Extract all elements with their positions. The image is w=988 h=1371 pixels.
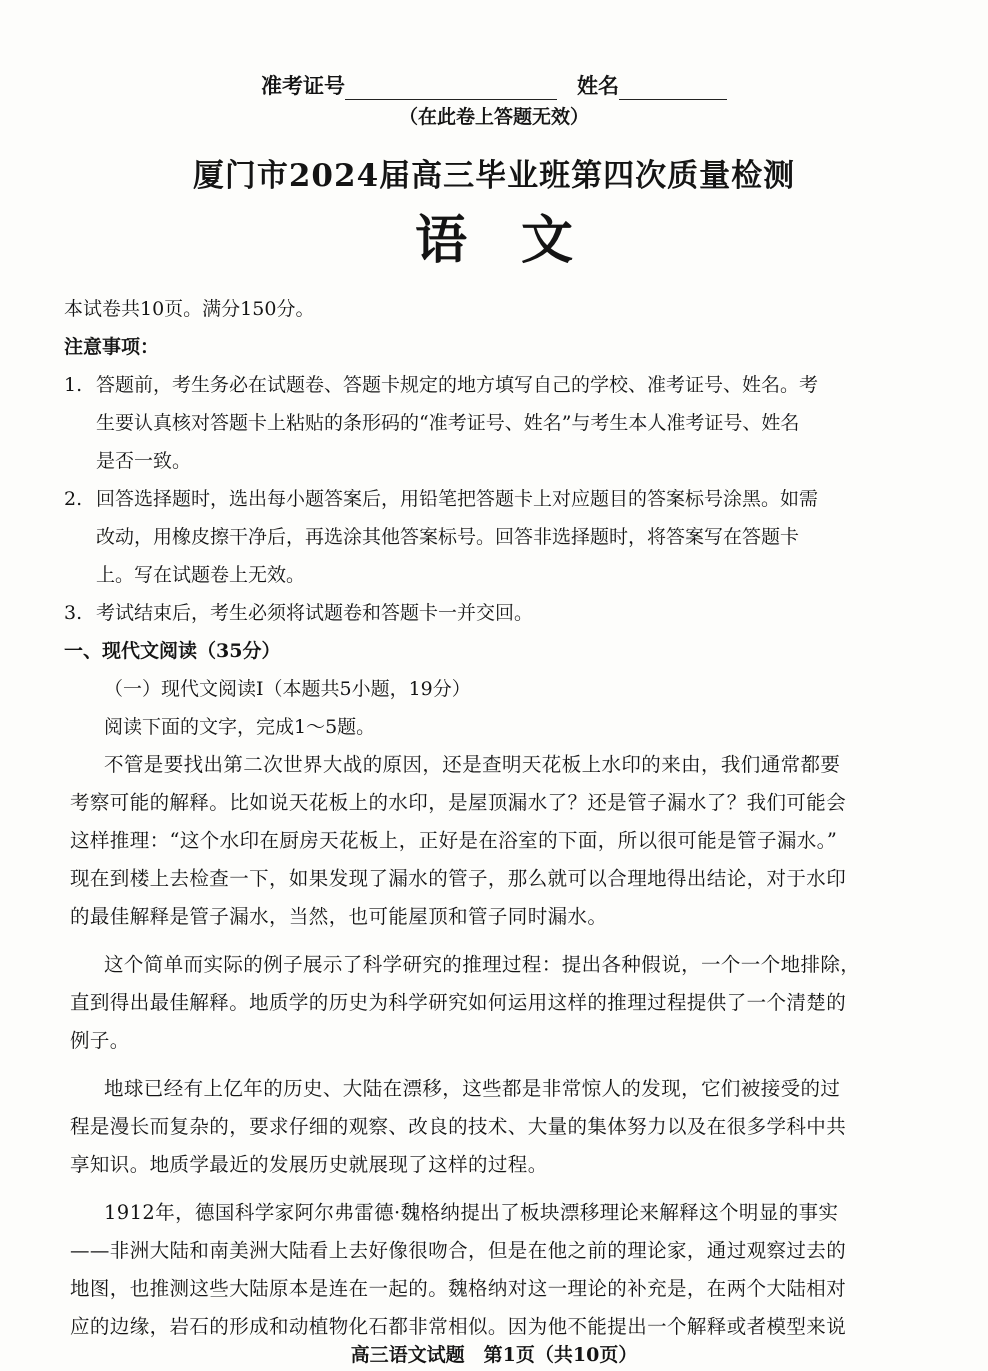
notice-line: 上。写在试题卷上无效。 xyxy=(96,564,306,586)
passage-paragraph xyxy=(64,746,920,936)
exam-id-label: 准考证号 xyxy=(261,73,345,98)
passage-line: ——非洲大陆和南美洲大陆看上去好像很吻合，但是在他之前的理论家，通过观察过去的 xyxy=(70,1239,847,1262)
passage-line: 地球已经有上亿年的历史、大陆在漂移，这些都是非常惊人的发现，它们被接受的过 xyxy=(104,1077,841,1100)
notice-number: 1. xyxy=(64,374,83,396)
notice-line: 答题前，考生务必在试题卷、答题卡规定的地方填写自己的学校、准考证号、姓名。考 xyxy=(96,374,819,396)
passage-paragraph xyxy=(64,946,920,1060)
reading-passage xyxy=(64,746,920,1346)
notice-line: 改动，用橡皮擦干净后，再选涂其他答案标号。回答非选择题时，将答案写在答题卡 xyxy=(96,526,800,548)
section-heading: 一、现代文阅读（35分） xyxy=(64,640,281,662)
passage-line: 享知识。地质学最近的发展历史就展现了这样的过程。 xyxy=(70,1153,548,1176)
notice-item xyxy=(64,480,920,518)
passage-line: 应的边缘，岩石的形成和动植物化石都非常相似。因为他不能提出一个解释或者模型来说 xyxy=(70,1315,847,1338)
passage-line: 1912年，德国科学家阿尔弗雷德·魏格纳提出了板块漂移理论来解释这个明显的事实 xyxy=(104,1201,839,1224)
passage-line: 这个简单而实际的例子展示了科学研究的推理过程：提出各种假说，一个一个地排除， xyxy=(104,953,861,976)
exam-body xyxy=(64,290,920,1346)
notice-number: 2. xyxy=(64,488,83,510)
name-blank xyxy=(619,79,727,100)
passage-line: 这样推理：“这个水印在厨房天花板上，正好是在浴室的下面，所以很可能是管子漏水。” xyxy=(70,829,838,852)
notice-line: 考试结束后，考生必须将试题卷和答题卡一并交回。 xyxy=(96,602,534,624)
invalid-answer-note: （在此卷上答题无效） xyxy=(398,106,589,128)
subject-title: 语文 xyxy=(414,210,627,271)
exam-id-blank xyxy=(345,79,557,100)
notice-number: 3. xyxy=(64,602,83,624)
passage-paragraph xyxy=(64,1194,920,1346)
candidate-info-line xyxy=(0,70,988,100)
notice-line: 回答选择题时，选出每小题答案后，用铅笔把答题卡上对应题目的答案标号涂黑。如需 xyxy=(96,488,819,510)
subsection-heading: （一）现代文阅读Ⅰ（本题共5小题，19分） xyxy=(104,678,471,700)
passage-line: 直到得出最佳解释。地质学的历史为科学研究如何运用这样的推理过程提供了一个清楚的 xyxy=(70,991,847,1014)
notice-item xyxy=(64,594,920,632)
passage-line: 考察可能的解释。比如说天花板上的水印，是屋顶漏水了？还是管子漏水了？我们可能会 xyxy=(70,791,847,814)
reading-instruction: 阅读下面的文字，完成1～5题。 xyxy=(104,716,376,738)
page-footer: 高三语文试题 第1页（共10页） xyxy=(350,1344,638,1366)
notice-heading: 注意事项： xyxy=(64,336,160,358)
notice-line: 生要认真核对答题卡上粘贴的条形码的“准考证号、姓名”与考生本人准考证号、姓名 xyxy=(96,412,800,434)
passage-line: 例子。 xyxy=(70,1029,130,1052)
notice-item xyxy=(64,366,920,404)
intro-text: 本试卷共10页。满分150分。 xyxy=(64,298,315,320)
passage-line: 程是漫长而复杂的，要求仔细的观察、改良的技术、大量的集体努力以及在很多学科中共 xyxy=(70,1115,847,1138)
notice-line: 是否一致。 xyxy=(96,450,192,472)
exam-title: 厦门市2024届高三毕业班第四次质量检测 xyxy=(192,158,796,194)
passage-line: 现在到楼上去检查一下，如果发现了漏水的管子，那么就可以合理地得出结论，对于水印 xyxy=(70,867,847,890)
passage-paragraph xyxy=(64,1070,920,1184)
passage-line: 的最佳解释是管子漏水，当然，也可能屋顶和管子同时漏水。 xyxy=(70,905,608,928)
name-label: 姓名 xyxy=(577,73,619,98)
notice-list xyxy=(64,366,920,632)
passage-line: 不管是要找出第二次世界大战的原因，还是查明天花板上水印的来由，我们通常都要 xyxy=(104,753,841,776)
passage-line: 地图，也推测这些大陆原本是连在一起的。魏格纳对这一理论的补充是，在两个大陆相对 xyxy=(70,1277,847,1300)
